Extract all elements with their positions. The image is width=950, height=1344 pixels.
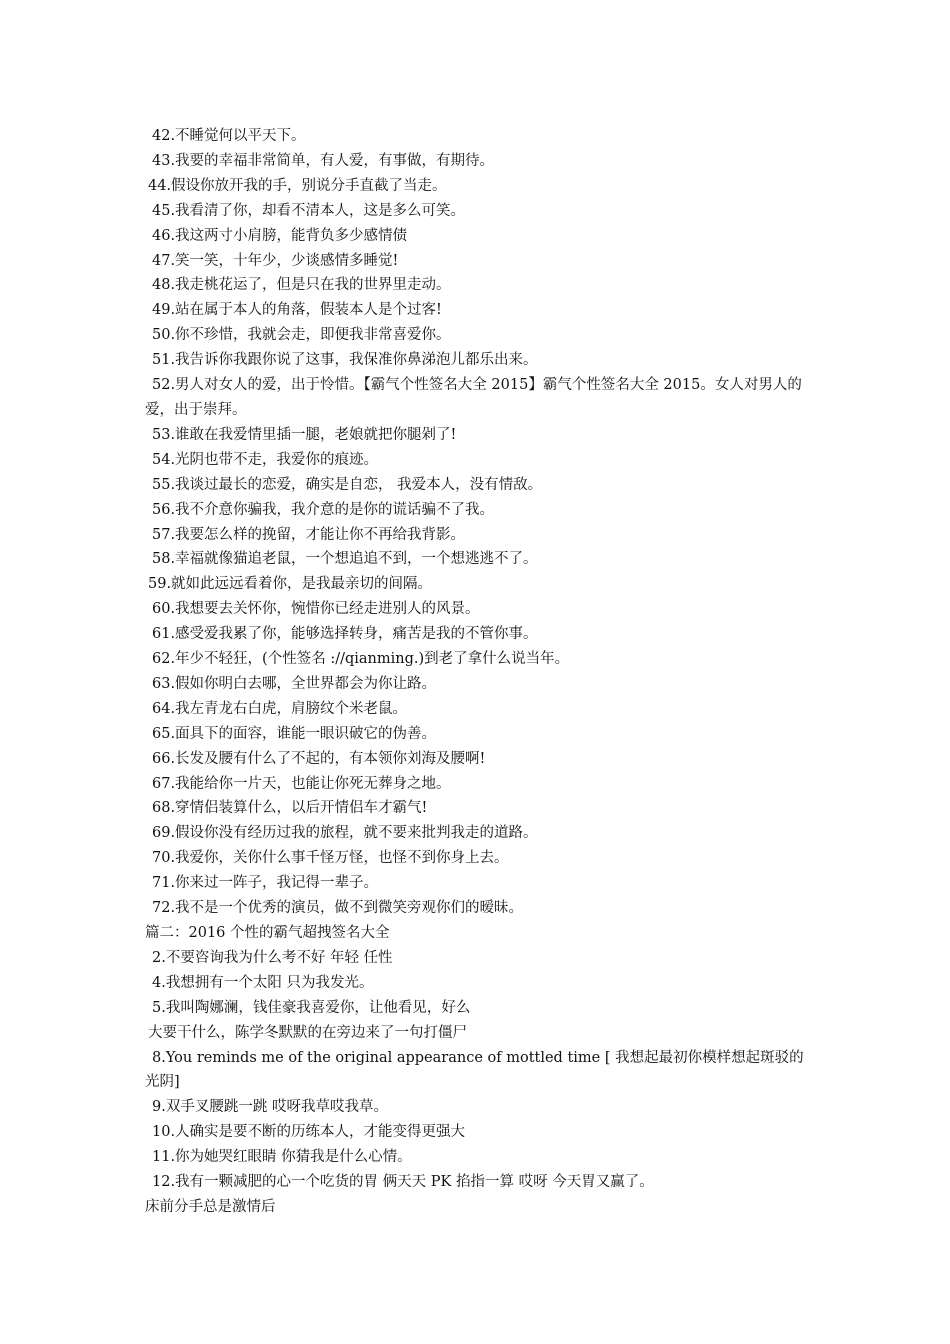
- text-line: 5.我叫陶娜澜，钱佳豪我喜爱你，让他看见，好么: [152, 999, 471, 1016]
- text-line: 45.我看清了你，却看不清本人，这是多么可笑。: [152, 202, 466, 219]
- text-line: 63.假如你明白去哪，全世界都会为你让路。: [152, 675, 437, 692]
- text-line: 4.我想拥有一个太阳 只为我发光。: [152, 974, 374, 991]
- text-line: 49.站在属于本人的角落，假装本人是个过客!: [152, 302, 442, 319]
- text-line: 43.我要的幸福非常简单，有人爱，有事做，有期待。: [152, 152, 495, 169]
- text-line: 53.谁敢在我爱情里插一腿，老娘就把你腿剁了!: [152, 426, 457, 443]
- text-line: 72.我不是一个优秀的演员，做不到微笑旁观你们的暧昧。: [152, 900, 524, 917]
- text-line: 54.光阴也带不走，我爱你的痕迹。: [152, 451, 379, 468]
- text-line: 69.假设你没有经历过我的旅程，就不要来批判我走的道路。: [152, 825, 538, 842]
- text-line: 62.年少不轻狂，(个性签名 ://qianming.)到老了拿什么说当年。: [152, 651, 570, 668]
- text-line: 12.我有一颗减肥的心一个吃货的胃 俩天天 PK 掐指一算 哎呀 今天胃又赢了。: [152, 1174, 654, 1191]
- text-line: 44.假设你放开我的手，别说分手直截了当走。: [148, 177, 447, 194]
- text-line: 57.我要怎么样的挽留，才能让你不再给我背影。: [152, 526, 466, 543]
- text-line: 65.面具下的面容，谁能一眼识破它的伪善。: [152, 725, 437, 742]
- text-line: 51.我告诉你我跟你说了这事，我保准你鼻涕泡儿都乐出来。: [152, 352, 538, 369]
- text-line: 60.我想要去关怀你，惋惜你已经走进别人的风景。: [152, 601, 480, 618]
- document-body: [145, 124, 817, 1220]
- text-line: 47.笑一笑，十年少，少谈感情多睡觉!: [152, 252, 399, 269]
- text-line: 70.我爱你，关你什么事千怪万怪，也怪不到你身上去。: [152, 850, 509, 867]
- text-line: 8.You reminds me of the original appearance of mottled time [ 我想起最初你模样想起斑驳的光阴]: [145, 1049, 804, 1091]
- text-line: 48.我走桃花运了，但是只在我的世界里走动。: [152, 277, 451, 294]
- text-line: 68.穿情侣装算什么，以后开情侣车才霸气!: [152, 800, 428, 817]
- text-line: 2.不要咨询我为什么考不好 年轻 任性: [152, 949, 393, 966]
- text-line: 61.感受爱我累了你，能够选择转身，痛苦是我的不管你事。: [152, 626, 538, 643]
- text-line: 42.不睡觉何以平天下。: [152, 128, 306, 144]
- text-line: 46.我这两寸小肩膀，能背负多少感情债: [152, 227, 408, 244]
- section-heading: 篇二：2016 个性的霸气超拽签名大全: [145, 925, 390, 941]
- text-line: 59.就如此远远看着你，是我最亲切的间隔。: [148, 576, 433, 593]
- text-line: 10.人确实是要不断的历练本人，才能变得更强大: [152, 1124, 466, 1141]
- text-line: 52.男人对女人的爱，出于怜惜。【霸气个性签名大全 2015】霸气个性签名大全 2015。女人对男人的爱，出于崇拜。: [145, 377, 802, 418]
- text-line: 50.你不珍惜，我就会走，即便我非常喜爱你。: [152, 327, 451, 344]
- text-line: 67.我能给你一片天，也能让你死无葬身之地。: [152, 775, 451, 792]
- text-line: 58.幸福就像猫追老鼠，一个想追追不到，一个想逃逃不了。: [152, 551, 538, 568]
- text-line: 床前分手总是激情后: [145, 1198, 276, 1215]
- text-line: 11.你为她哭红眼睛 你猜我是什么心情。: [152, 1149, 412, 1166]
- text-line: 71.你来过一阵子，我记得一辈子。: [152, 875, 379, 892]
- text-line: 大要干什么，陈学冬默默的在旁边来了一句打僵尸: [148, 1024, 467, 1041]
- text-line: 9.双手叉腰跳一跳 哎呀我草哎我草。: [152, 1099, 388, 1116]
- text-line: 55.我谈过最长的恋爱，确实是自恋， 我爱本人，没有情敌。: [152, 476, 543, 493]
- text-line: 64.我左青龙右白虎，肩膀纹个米老鼠。: [152, 700, 408, 717]
- text-line: 56.我不介意你骗我，我介意的是你的谎话骗不了我。: [152, 501, 495, 518]
- text-line: 66.长发及腰有什么了不起的，有本领你刘海及腰啊!: [152, 750, 486, 767]
